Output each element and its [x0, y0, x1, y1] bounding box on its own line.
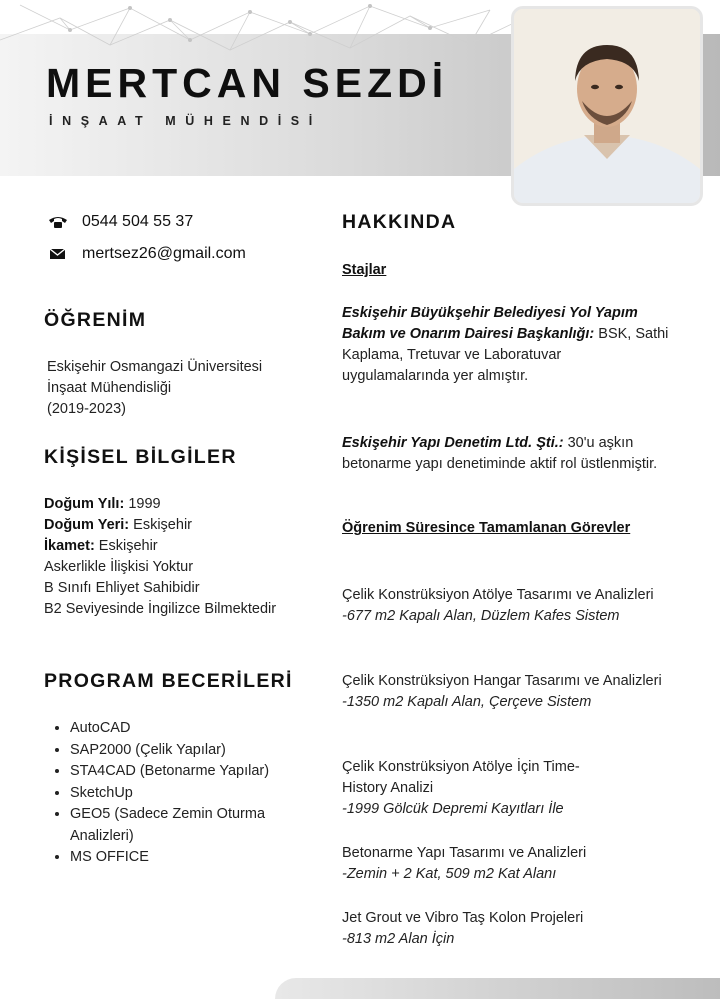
footer-band [275, 978, 720, 999]
skills-list [50, 718, 330, 869]
birth-place-label: Doğum Yeri: [44, 517, 130, 533]
residence-value: Eskişehir [94, 538, 158, 554]
personal-heading: KİŞİSEL BİLGİLER [44, 446, 237, 468]
education-school: Eskişehir Osmangazi Üniversitesi [47, 359, 263, 375]
skill-item: • GEO5 (Sadece Zemin Oturma Analizleri) [70, 804, 330, 847]
skill-item: • STA4CAD (Betonarme Yapılar) [70, 761, 330, 783]
education-department: İnşaat Mühendisliği [47, 380, 172, 396]
skill-item: • SAP2000 (Çelik Yapılar) [70, 740, 330, 762]
task-detail: -1999 Gölcük Depremi Kayıtları İle [342, 801, 564, 817]
tasks-label: Öğrenim Süresince Tamamlanan Görevler [342, 520, 631, 536]
task-title: Çelik Konstrüksiyon Hangar Tasarımı ve Analizleri [342, 673, 662, 689]
skill-item: • SketchUp [70, 783, 330, 805]
job-title: İNŞAAT MÜHENDİSİ [49, 114, 322, 128]
task-5 [342, 908, 677, 950]
residence-label: İkamet: [44, 538, 95, 554]
driver-license: B Sınıfı Ehliyet Sahibidir [44, 580, 200, 596]
residence-row [44, 536, 334, 557]
task-detail: -Zemin + 2 Kat, 509 m2 Kat Alanı [342, 866, 557, 882]
task-2 [342, 671, 677, 713]
email-contact [48, 245, 246, 263]
english-level: B2 Seviyesinde İngilizce Bilmektedir [44, 601, 277, 617]
military-status: Askerlikle İlişkisi Yoktur [44, 559, 194, 575]
task-detail: -677 m2 Kapalı Alan, Düzlem Kafes Sistem [342, 608, 620, 624]
skill-item: • MS OFFICE [70, 847, 330, 869]
birth-place-row [44, 515, 334, 536]
education-years: (2019-2023) [47, 401, 126, 417]
about-heading: HAKKINDA [342, 211, 457, 233]
education-block [47, 357, 262, 420]
birth-place-value: Eskişehir [129, 517, 192, 533]
task-title: Çelik Konstrüksiyon Atölye İçin Time-History Analizi [342, 759, 580, 796]
phone-number: 0544 504 55 37 [82, 213, 194, 230]
email-icon [48, 247, 68, 261]
profile-photo [511, 6, 703, 206]
personal-info [44, 494, 334, 620]
internship-1-org: Eskişehir Büyükşehir Belediyesi Yol Yapım Bakım ve Onarım Dairesi Başkanlığı: [342, 305, 638, 342]
skills-heading: PROGRAM BECERİLERİ [44, 670, 293, 692]
task-detail: -813 m2 Alan İçin [342, 931, 455, 947]
internship-2-org: Eskişehir Yapı Denetim Ltd. Şti.: [342, 435, 564, 451]
task-detail: -1350 m2 Kapalı Alan, Çerçeve Sistem [342, 694, 592, 710]
task-title: Çelik Konstrüksiyon Atölye Tasarımı ve Analizleri [342, 587, 654, 603]
skill-item: • AutoCAD [70, 718, 330, 740]
education-heading: ÖĞRENİM [44, 309, 147, 331]
birth-year-label: Doğum Yılı: [44, 496, 125, 512]
task-title: Betonarme Yapı Tasarımı ve Analizleri [342, 845, 587, 861]
internship-1-desc: BSK, Sathi Kaplama, Tretuvar ve Laboratuvar uygulamalarında yer almıştır. [342, 326, 669, 384]
person-name: MERTCAN SEZDİ [46, 60, 449, 106]
birth-year-value: 1999 [124, 496, 161, 512]
phone-icon [48, 215, 68, 229]
task-1 [342, 585, 677, 627]
internship-1 [342, 303, 672, 387]
task-title: Jet Grout ve Vibro Taş Kolon Projeleri [342, 910, 584, 926]
phone-contact [48, 213, 193, 231]
task-4 [342, 843, 677, 885]
task-3 [342, 757, 622, 820]
internship-2-desc: 30'u aşkın betonarme yapı denetiminde aktif rol üstlenmiştir. [342, 435, 658, 472]
internship-2 [342, 433, 677, 475]
internships-label: Stajlar [342, 262, 387, 278]
birth-year-row [44, 494, 334, 515]
email-address[interactable]: mertsez26@gmail.com [82, 245, 246, 262]
